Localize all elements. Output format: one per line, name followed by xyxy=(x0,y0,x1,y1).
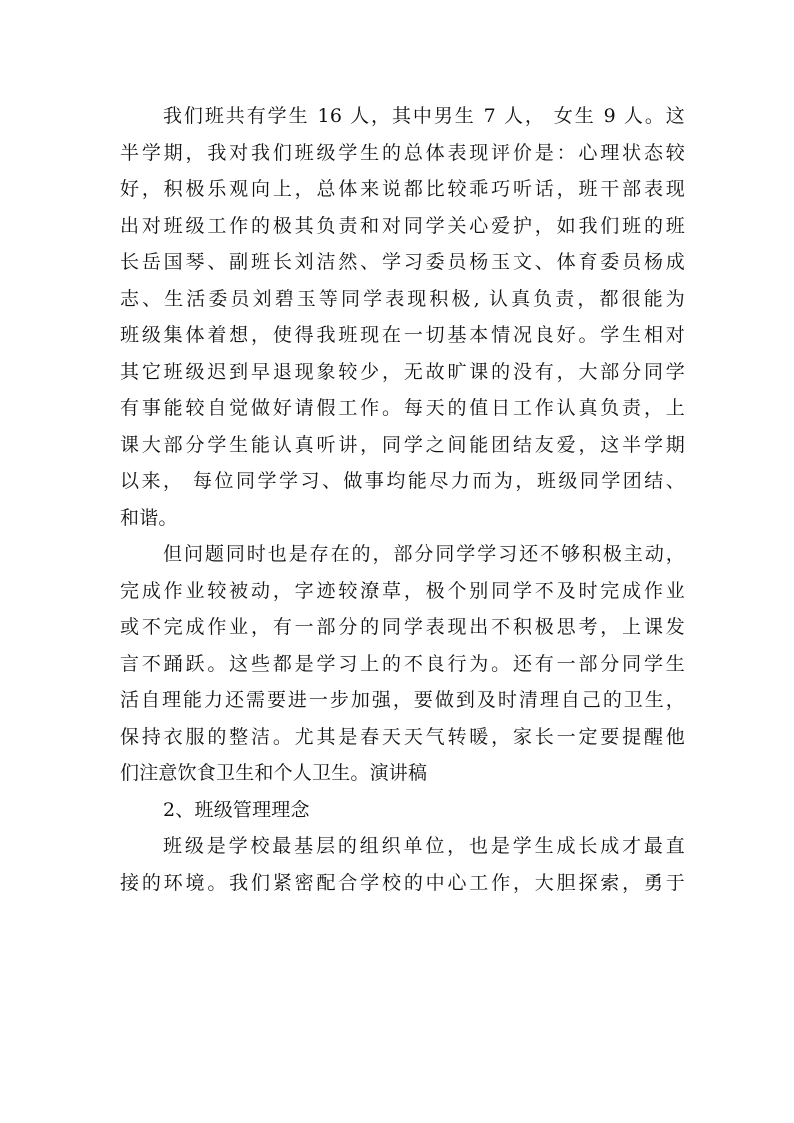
text-line: 半学期，我对我们班级学生的总体表现评价是：心理状态较 xyxy=(120,141,685,164)
text-line: 们注意饮食卫生和个人卫生。演讲稿 xyxy=(120,762,428,784)
paragraph-class-overview xyxy=(120,98,685,536)
text-line: 班级集体着想，使得我班现在一切基本情况良好。学生相对 xyxy=(120,324,685,346)
text-line: 和谐。 xyxy=(120,506,178,529)
text-line: 接的环境。我们紧密配合学校的中心工作，大胆探索，勇于 xyxy=(120,871,685,894)
text-line: 长岳国琴、副班长刘洁然、学习委员杨玉文、体育委员杨成 xyxy=(120,251,685,273)
text-line: 班级是学校最基层的组织单位，也是学生成长成才最直 xyxy=(163,835,685,857)
text-line: 志、生活委员刘碧玉等同学表现积极, 认真负责，都很能为 xyxy=(120,287,685,310)
text-line: 其它班级迟到早退现象较少，无故旷课的没有，大部分同学 xyxy=(120,360,685,383)
text-line: 活自理能力还需要进一步加强，要做到及时清理自己的卫生， xyxy=(120,689,685,711)
text-line: 出对班级工作的极其负责和对同学关心爱护，如我们班的班 xyxy=(120,214,685,237)
text-line: 有事能较自觉做好请假工作。每天的值日工作认真负责，上 xyxy=(120,397,685,419)
text-line: 我们班共有学生 16 人，其中男生 7 人， 女生 9 人。这 xyxy=(163,105,685,127)
text-line: 或不完成作业，有一部分的同学表现出不积极思考，上课发 xyxy=(120,616,685,638)
text-line: 但问题同时也是存在的，部分同学学习还不够积极主动， xyxy=(163,543,685,565)
text-line: 好，积极乐观向上，总体来说都比较乖巧听话，班干部表现 xyxy=(120,178,685,200)
text-line: 完成作业较被动，字迹较潦草，极个别同学不及时完成作业 xyxy=(120,579,685,602)
text-line: 课大部分学生能认真听讲，同学之间能团结友爱，这半学期 xyxy=(120,433,685,456)
text-line: 保持衣服的整洁。尤其是春天天气转暖，家长一定要提醒他 xyxy=(120,725,685,748)
text-line: 以来， 每位同学学习、做事均能尽力而为，班级同学团结、 xyxy=(120,470,685,492)
document-body xyxy=(120,98,685,901)
text-line: 言不踊跃。这些都是学习上的不良行为。还有一部分同学生 xyxy=(120,652,685,675)
section-heading-text: 2、班级管理理念 xyxy=(163,798,310,821)
paragraph-problems xyxy=(120,536,685,792)
paragraph-management-concept xyxy=(120,828,685,901)
section-heading xyxy=(120,792,685,829)
